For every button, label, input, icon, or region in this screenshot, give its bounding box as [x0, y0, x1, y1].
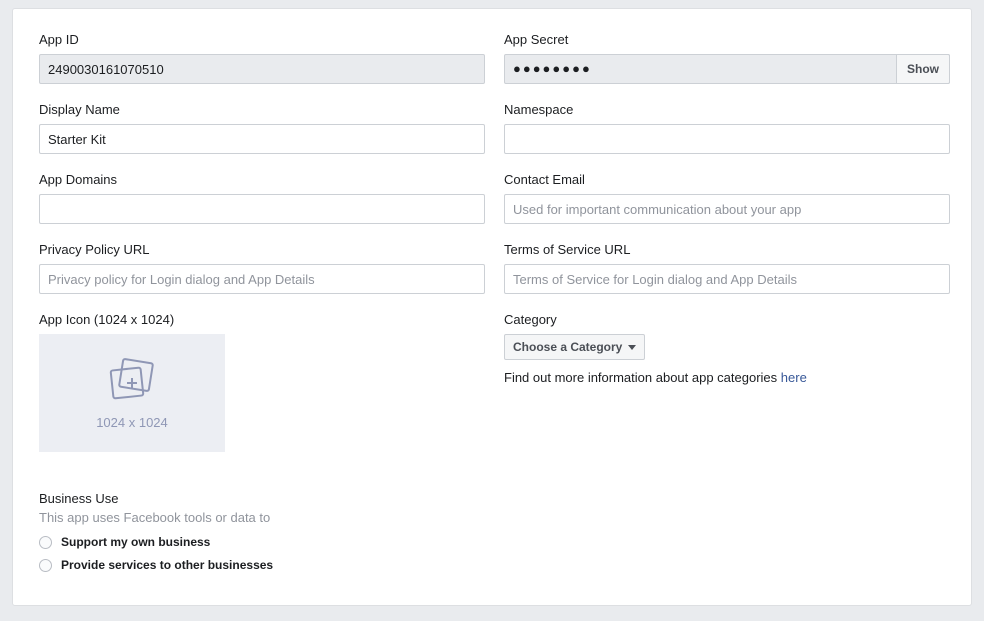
namespace-label: Namespace	[504, 102, 574, 117]
field-contact-email	[504, 171, 950, 224]
image-plus-icon	[105, 356, 159, 409]
field-display-name	[39, 101, 485, 154]
field-privacy-policy-url	[39, 241, 485, 294]
right-column	[504, 31, 950, 402]
left-column	[39, 31, 485, 469]
app-icon-dimensions-text: 1024 x 1024	[96, 415, 168, 430]
display-name-input[interactable]	[39, 124, 485, 154]
field-category	[504, 311, 950, 385]
terms-of-service-url-input[interactable]	[504, 264, 950, 294]
field-namespace	[504, 101, 950, 154]
field-app-id	[39, 31, 485, 84]
business-use-option-other-label: Provide services to other businesses	[61, 558, 274, 572]
business-use-section	[39, 491, 639, 581]
field-terms-of-service-url	[504, 241, 950, 294]
app-domains-input[interactable]	[39, 194, 485, 224]
category-helper-label: Find out more information about app categories	[504, 370, 781, 385]
namespace-input[interactable]	[504, 124, 950, 154]
field-app-secret	[504, 31, 950, 84]
radio-icon-other-businesses[interactable]	[39, 559, 52, 572]
app-icon-upload-box[interactable]	[39, 334, 225, 452]
app-icon-label: App Icon (1024 x 1024)	[39, 312, 175, 327]
app-domains-label: App Domains	[39, 172, 118, 187]
business-use-label: Business Use	[39, 491, 119, 506]
field-app-domains	[39, 171, 485, 224]
category-label: Category	[504, 312, 557, 327]
terms-of-service-url-label: Terms of Service URL	[504, 242, 631, 257]
contact-email-label: Contact Email	[504, 172, 585, 187]
app-secret-wrapper	[504, 54, 950, 84]
business-use-option-other[interactable]	[39, 558, 639, 572]
field-app-icon	[39, 311, 485, 452]
business-use-option-own[interactable]	[39, 535, 639, 549]
category-helper-text	[504, 370, 950, 385]
app-id-label: App ID	[39, 32, 79, 47]
app-id-input[interactable]	[39, 54, 485, 84]
chevron-down-icon	[628, 345, 636, 350]
category-select[interactable]	[504, 334, 645, 360]
privacy-policy-url-input[interactable]	[39, 264, 485, 294]
app-secret-label: App Secret	[504, 32, 569, 47]
category-select-value: Choose a Category	[513, 340, 623, 354]
show-app-secret-button[interactable]: Show	[896, 54, 950, 84]
display-name-label: Display Name	[39, 102, 120, 117]
basic-settings-card	[12, 8, 972, 606]
radio-icon-own-business[interactable]	[39, 536, 52, 549]
contact-email-input[interactable]	[504, 194, 950, 224]
app-secret-value[interactable]: ●●●●●●●●	[504, 54, 950, 84]
business-use-option-own-label: Support my own business	[61, 535, 211, 549]
privacy-policy-url-label: Privacy Policy URL	[39, 242, 150, 257]
business-use-description: This app uses Facebook tools or data to	[39, 510, 271, 525]
category-helper-link[interactable]: here	[780, 370, 807, 385]
